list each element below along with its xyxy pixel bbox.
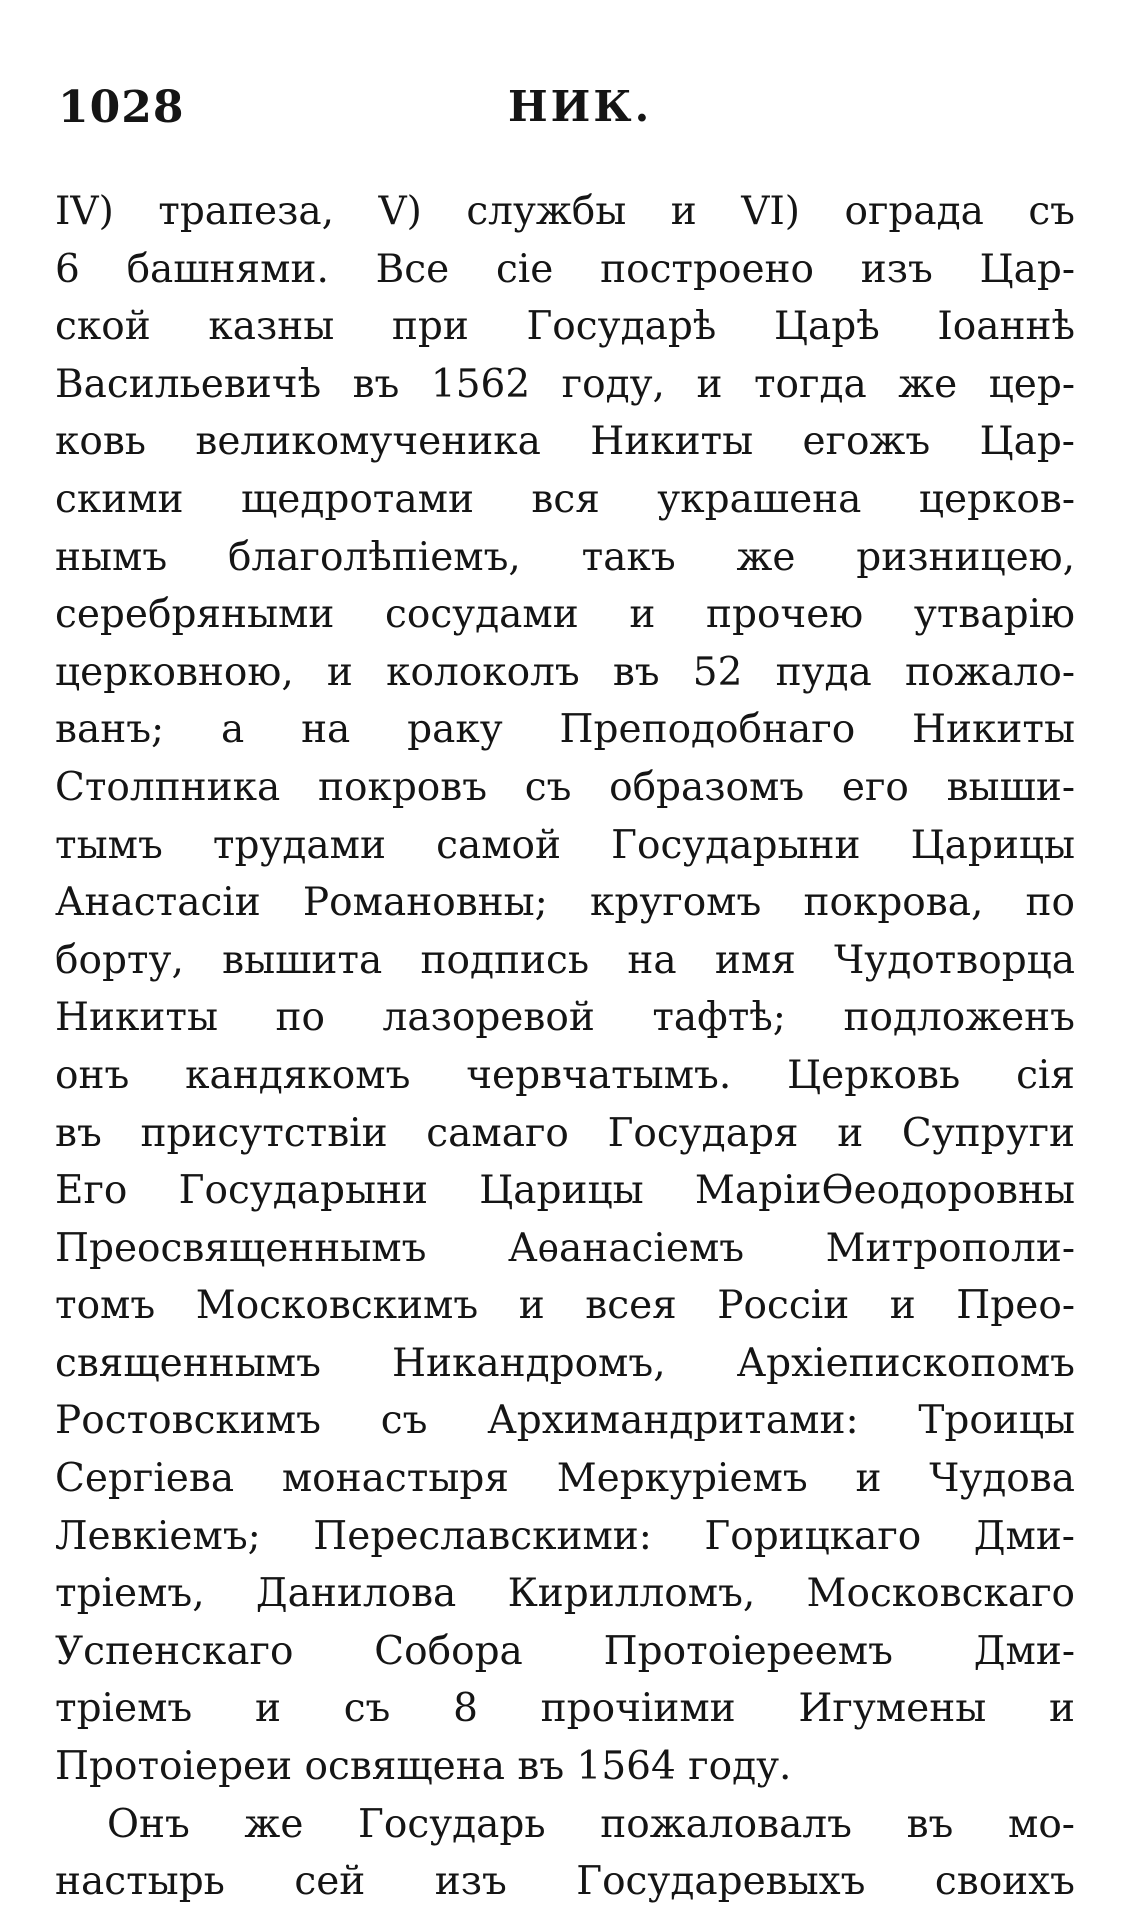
- paragraph-end-line: Протоіереи освящена въ 1564 году.: [55, 1744, 792, 1790]
- text-line: Его Государыни Царицы МаріиѲеодоровны: [55, 1168, 1075, 1214]
- text-line: томъ Московскимъ и всея Россіи и Прео-: [55, 1283, 1075, 1329]
- paragraph-first-line: Онъ же Государь пожаловалъ въ мо-: [107, 1801, 1075, 1847]
- text-line: IV) трапеза, V) службы и VI) ограда съ: [55, 189, 1075, 234]
- text-line: настырь сей изъ Государевыхъ своихъ: [55, 1859, 1075, 1905]
- text-line: церковною, и колоколъ въ 52 пуда пожало-: [55, 649, 1075, 695]
- text-line: Преосвященнымъ Аѳанасіемъ Митрополи-: [55, 1225, 1075, 1271]
- text-line: тымъ трудами самой Государыни Царицы: [55, 822, 1075, 868]
- text-line: священнымъ Никандромъ, Архіепископомъ: [55, 1340, 1075, 1386]
- page-number: 1028: [58, 82, 185, 133]
- text-line: тріемъ, Данилова Кирилломъ, Московскаго: [55, 1571, 1075, 1617]
- text-line: скими щедротами вся украшена церков-: [55, 476, 1075, 522]
- text-line: нымъ благолѣпіемъ, такъ же ризницею,: [55, 534, 1075, 580]
- text-line: Никиты по лазоревой тафтѣ; подложенъ: [55, 995, 1075, 1041]
- text-line: Анастасіи Романовны; кругомъ покрова, по: [55, 880, 1075, 926]
- text-line: Успенскаго Собора Протоіереемъ Дми-: [55, 1628, 1075, 1674]
- text-line: тріемъ и съ 8 прочіими Игумены и: [55, 1686, 1075, 1732]
- text-line: ковь великомученика Никиты егожъ Цар-: [55, 419, 1075, 465]
- text-line: онъ кандякомъ червчатымъ. Церковь сія: [55, 1052, 1075, 1098]
- text-line: Васильевичѣ въ 1562 году, и тогда же цер-: [55, 361, 1075, 407]
- body-text: [55, 183, 1075, 1911]
- text-line: серебряными сосудами и прочею утварію: [55, 592, 1075, 638]
- text-line: Сергіева монастыря Меркуріемъ и Чудова: [55, 1456, 1075, 1502]
- running-head: НИК.: [508, 82, 653, 131]
- text-line: борту, вышита подпись на имя Чудотворца: [55, 937, 1075, 983]
- text-line: Столпника покровъ съ образомъ его выши-: [55, 764, 1075, 810]
- text-line: ванъ; а на раку Преподобнаго Никиты: [55, 707, 1075, 753]
- text-line: Ростовскимъ съ Архимандритами: Троицы: [55, 1398, 1075, 1444]
- text-line: въ присутствіи самаго Государя и Супруги: [55, 1110, 1075, 1156]
- text-line: 6 башнями. Все сіе построено изъ Цар-: [55, 246, 1075, 292]
- page-header: [58, 82, 1078, 142]
- text-line: Левкіемъ; Переславскими: Горицкаго Дми-: [55, 1513, 1075, 1559]
- text-line: ской казны при Государѣ Царѣ Іоаннѣ: [55, 304, 1075, 350]
